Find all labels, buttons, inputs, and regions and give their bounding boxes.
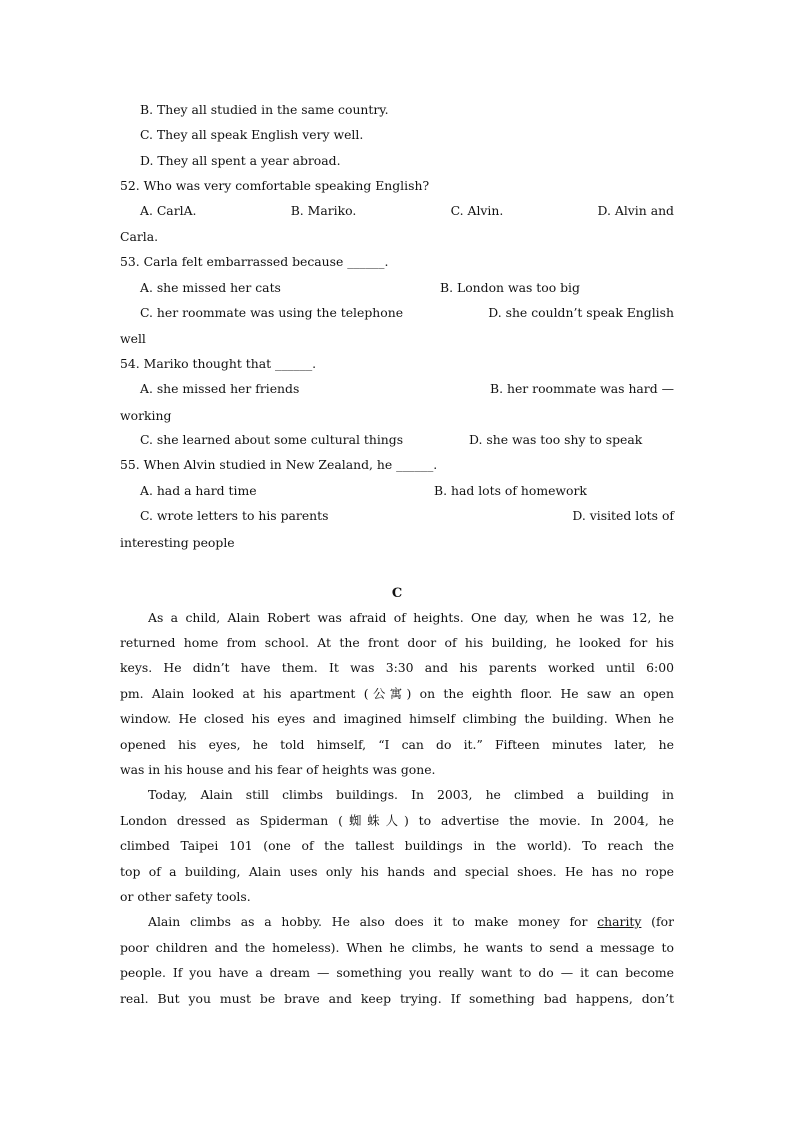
question-53-options-cd	[140, 305, 674, 321]
passage-line: Today, Alain still climbs buildings. In 2003, he climbed a building in	[148, 787, 674, 802]
text-span: (for	[641, 914, 674, 929]
option-c: C. her roommate was using the telephone	[140, 305, 404, 320]
option-a: A. she missed her cats	[140, 280, 281, 295]
option-b: B. Mariko.	[290, 203, 357, 218]
option-b: B. London was too big	[440, 280, 580, 295]
option-d: D. visited lots of	[572, 508, 674, 523]
passage-line: top of a building, Alain uses only his hands and special shoes. He has no rope	[120, 864, 674, 879]
question-55-options-cd	[140, 508, 674, 524]
passage-line: opened his eyes, he told himself, “I can do it.” Fifteen minutes later, he	[120, 737, 674, 752]
passage-line: As a child, Alain Robert was afraid of heights. One day, when he was 12, he	[148, 610, 674, 625]
option-d: D. They all spent a year abroad.	[140, 153, 341, 168]
option-a: A. had a hard time	[140, 483, 257, 498]
option-d-continuation: Carla.	[120, 229, 159, 244]
passage-line: people. If you have a dream — something you really want to do — it can become	[120, 965, 674, 980]
passage-line: real. But you must be brave and keep trying. If something bad happens, don’t	[120, 991, 674, 1006]
passage-line	[148, 914, 674, 930]
underlined-word: charity	[597, 914, 642, 929]
passage-line: was in his house and his fear of heights was gone.	[120, 762, 436, 777]
passage-line: pm. Alain looked at his apartment (公寓) on the eighth floor. He saw an open	[120, 686, 674, 701]
option-d: D. she couldn’t speak English	[488, 305, 674, 320]
passage-line: or other safety tools.	[120, 889, 251, 904]
option-b: B. had lots of homework	[434, 483, 587, 498]
option-d-continuation: well	[120, 331, 146, 346]
passage-line: returned home from school. At the front door of his building, he looked for his	[120, 635, 674, 650]
passage-line: poor children and the homeless). When he climbs, he wants to send a message to	[120, 940, 674, 955]
question-54-options-cd	[140, 432, 674, 448]
option-d-continuation: interesting people	[120, 535, 235, 550]
option-d: D. Alvin and	[597, 203, 674, 218]
option-b: B. They all studied in the same country.	[140, 102, 389, 117]
passage-line: climbed Taipei 101 (one of the tallest buildings in the world). To reach the	[120, 838, 674, 853]
question-54-stem: 54. Mariko thought that ______.	[120, 356, 317, 371]
option-c: C. Alvin.	[450, 203, 504, 218]
question-52-options	[140, 203, 674, 219]
question-53-options-ab	[140, 280, 674, 296]
passage-line: London dressed as Spiderman (蜘蛛人) to advertise the movie. In 2004, he	[120, 813, 674, 828]
option-a: A. CarlA.	[140, 203, 197, 218]
option-d: D. she was too shy to speak	[469, 432, 643, 447]
question-55-options-ab	[140, 483, 674, 499]
option-c: C. They all speak English very well.	[140, 127, 364, 142]
question-52-stem: 52. Who was very comfortable speaking English?	[120, 178, 430, 193]
passage-line: keys. He didn’t have them. It was 3:30 and his parents worked until 6:00	[120, 660, 674, 675]
question-55-stem: 55. When Alvin studied in New Zealand, he ______.	[120, 457, 438, 472]
option-a: A. she missed her friends	[140, 381, 300, 396]
section-heading: C	[391, 586, 403, 601]
passage-line: window. He closed his eyes and imagined himself climbing the building. When he	[120, 711, 674, 726]
question-54-options-ab	[140, 381, 674, 397]
option-b-continuation: working	[120, 408, 172, 423]
text-span: Alain climbs as a hobby. He also does it to make money for	[148, 914, 598, 929]
question-53-stem: 53. Carla felt embarrassed because ______.	[120, 254, 389, 269]
option-b: B. her roommate was hard —	[490, 381, 674, 396]
option-c: C. wrote letters to his parents	[140, 508, 329, 523]
option-c: C. she learned about some cultural things	[140, 432, 404, 447]
